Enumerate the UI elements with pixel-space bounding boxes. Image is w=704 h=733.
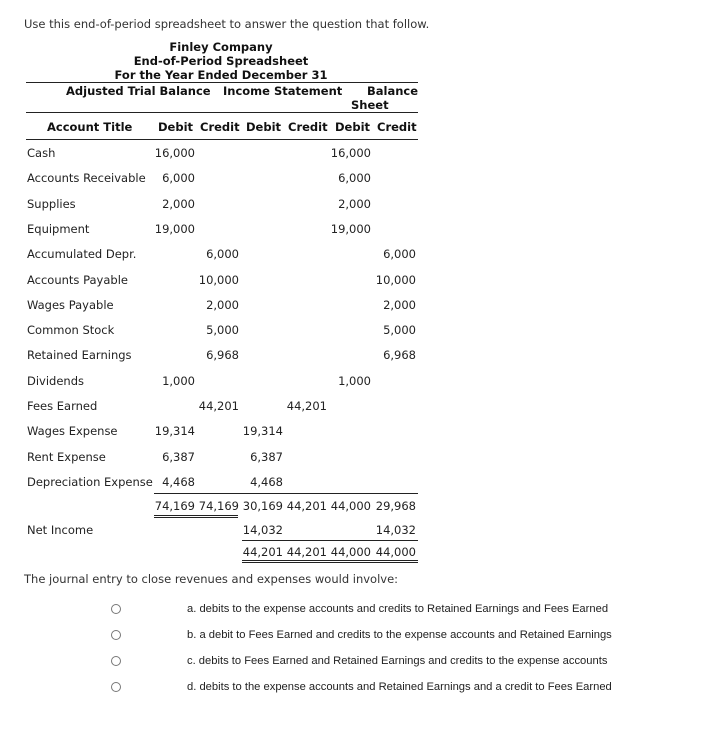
cell-bs-dr: 6,000: [338, 171, 371, 185]
option-d-label[interactable]: d. debits to the expense accounts and Retained Earnings and a credit to Fees Earned: [187, 681, 612, 693]
cell-is-dr: 19,314: [242, 424, 283, 438]
final-bs-credit: 44,000: [375, 545, 416, 559]
account-title: Equipment: [27, 222, 90, 236]
total-bs-credit: 29,968: [375, 499, 416, 513]
account-title: Rent Expense: [27, 450, 106, 464]
option-c-label[interactable]: c. debits to Fees Earned and Retained Earnings and credits to the expense accounts: [187, 655, 608, 667]
cell-bs-dr: 16,000: [330, 146, 371, 160]
section-rule: [26, 112, 418, 113]
account-title: Fees Earned: [27, 399, 98, 413]
col-bs-credit: Credit: [377, 120, 417, 134]
final-double-rule-2: [242, 562, 418, 563]
total-bs-debit: 44,000: [330, 499, 371, 513]
cell-atb-dr: 2,000: [162, 197, 195, 211]
option-a-label[interactable]: a. debits to the expense accounts and credits to Retained Earnings and Fees Earned: [187, 603, 609, 615]
col-is-credit: Credit: [288, 120, 328, 134]
company-name: Finley Company: [169, 40, 273, 54]
section-adjusted-trial-balance: Adjusted Trial Balance: [66, 84, 211, 98]
cell-bs-dr: 2,000: [338, 197, 371, 211]
cell-atb-cr: 5,000: [206, 323, 239, 337]
cell-atb-cr: 6,000: [206, 247, 239, 261]
cell-bs-dr: 1,000: [338, 374, 371, 388]
intro-text: Use this end-of-period spreadsheet to answer the question that follow.: [24, 17, 430, 31]
net-income-is-debit: 14,032: [242, 523, 283, 537]
col-is-debit: Debit: [246, 120, 282, 134]
cell-bs-cr: 5,000: [383, 323, 416, 337]
cell-is-cr: 44,201: [286, 399, 327, 413]
final-is-debit: 44,201: [242, 545, 283, 559]
totals-top-rule: [154, 493, 418, 494]
cell-atb-cr: 6,968: [206, 348, 239, 362]
atb-double-rule-2: [154, 517, 238, 518]
total-atb-debit: 74,169: [154, 499, 195, 513]
account-title: Accumulated Depr.: [27, 247, 137, 261]
period-label: For the Year Ended December 31: [114, 68, 328, 82]
final-bs-debit: 44,000: [330, 545, 371, 559]
account-title: Supplies: [27, 197, 76, 211]
account-title: Wages Expense: [27, 424, 118, 438]
option-a-radio[interactable]: [111, 604, 121, 614]
net-income-bs-credit: 14,032: [375, 523, 416, 537]
cell-atb-dr: 19,314: [154, 424, 195, 438]
account-title: Common Stock: [27, 323, 115, 337]
option-b-radio[interactable]: [111, 630, 121, 640]
cell-bs-cr: 10,000: [375, 273, 416, 287]
cell-bs-cr: 2,000: [383, 298, 416, 312]
cell-atb-dr: 4,468: [162, 475, 195, 489]
account-title: Accounts Payable: [27, 273, 128, 287]
column-header-rule: [26, 139, 418, 140]
atb-double-rule: [154, 515, 238, 516]
col-atb-credit: Credit: [200, 120, 240, 134]
cell-atb-dr: 16,000: [154, 146, 195, 160]
cell-bs-cr: 6,968: [383, 348, 416, 362]
account-title: Accounts Receivable: [27, 171, 146, 185]
final-is-credit: 44,201: [286, 545, 327, 559]
option-c-radio[interactable]: [111, 656, 121, 666]
account-title: Depreciation Expense: [27, 475, 153, 489]
question-text: The journal entry to close revenues and expenses would involve:: [24, 572, 399, 586]
cell-atb-dr: 19,000: [154, 222, 195, 236]
account-title: Dividends: [27, 374, 85, 388]
option-d-radio[interactable]: [111, 682, 121, 692]
cell-atb-cr: 10,000: [198, 273, 239, 287]
col-atb-debit: Debit: [158, 120, 194, 134]
cell-bs-cr: 6,000: [383, 247, 416, 261]
cell-atb-cr: 2,000: [206, 298, 239, 312]
account-title: Retained Earnings: [27, 348, 132, 362]
cell-is-dr: 4,468: [250, 475, 283, 489]
final-double-rule: [242, 560, 418, 561]
option-b-label[interactable]: b. a debit to Fees Earned and credits to the expense accounts and Retained Earnings: [187, 629, 612, 641]
spreadsheet-title: End-of-Period Spreadsheet: [133, 54, 309, 68]
total-is-credit: 44,201: [286, 499, 327, 513]
col-account-title: Account Title: [47, 120, 133, 134]
section-balance-sheet-line1: Balance: [367, 84, 419, 98]
cell-atb-dr: 1,000: [162, 374, 195, 388]
final-totals-top-rule: [242, 540, 418, 541]
cell-atb-cr: 44,201: [198, 399, 239, 413]
section-income-statement: Income Statement: [223, 84, 343, 98]
cell-atb-dr: 6,000: [162, 171, 195, 185]
account-title: Cash: [27, 146, 56, 160]
col-bs-debit: Debit: [335, 120, 371, 134]
total-atb-credit: 74,169: [198, 499, 239, 513]
section-balance-sheet-line2: Sheet: [351, 98, 389, 112]
cell-atb-dr: 6,387: [162, 450, 195, 464]
account-title: Wages Payable: [27, 298, 114, 312]
total-is-debit: 30,169: [242, 499, 283, 513]
header-rule: [26, 82, 418, 83]
net-income-label: Net Income: [27, 523, 94, 537]
cell-bs-dr: 19,000: [330, 222, 371, 236]
cell-is-dr: 6,387: [250, 450, 283, 464]
